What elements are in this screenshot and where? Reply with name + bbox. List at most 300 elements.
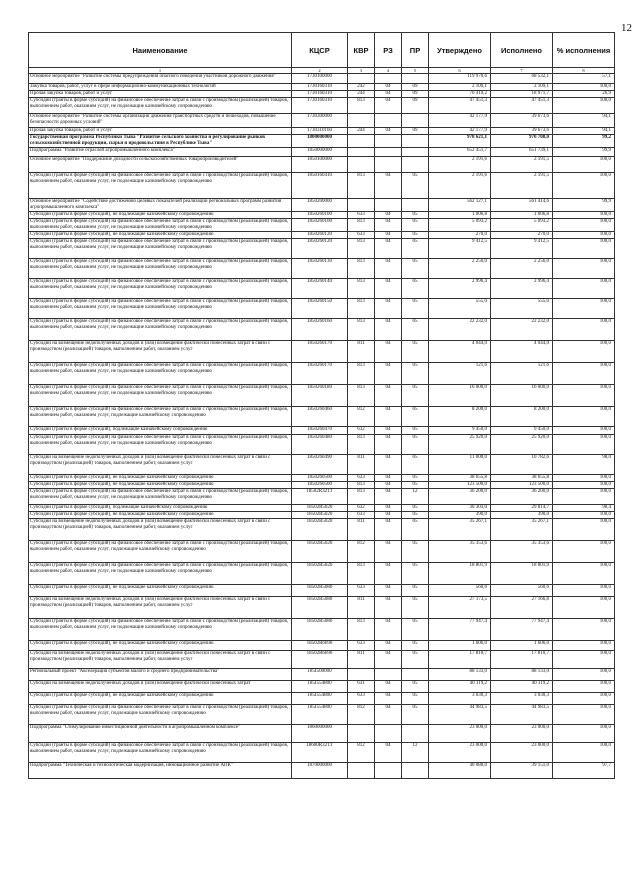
row-name: Субсидии на возмещение недополученных доходов и (или) возмещение фактически понесенных затрат в связи с производством (реализацией) товаров, выполнением работ, оказанием услуг [29, 519, 292, 541]
row-kvr: 812 [348, 705, 375, 725]
row-percent: 100,0 [553, 279, 615, 299]
row-name: Субсидии (гранты в форме субсидий) на финансовое обеспечение затрат в связи с производством (реализацией) товаров, выполнением работ, оказанием услуг, подлежащие казначейскому сопровождению [29, 407, 292, 427]
row-executed: 5 093,2 [491, 219, 553, 232]
row-name: Субсидии (гранты в форме субсидий) на финансовое обеспечение затрат в связи с производством (реализацией) товаров, выполнением работ, оказанием услуг, не подлежащие казначейскому сопровождению [29, 435, 292, 455]
row-pr: 05 [402, 455, 429, 475]
table-row [29, 239, 615, 259]
row-approved: 555,0 [429, 299, 491, 319]
table-row [29, 385, 615, 407]
table-row [29, 259, 615, 279]
row-code: 1730160310 [292, 84, 348, 91]
row-executed: 18 801,9 [491, 563, 553, 585]
row-rz: 04 [375, 219, 402, 232]
row-code: 1850260500 [292, 482, 348, 489]
row-rz: 04 [375, 239, 402, 259]
row-kvr: 242 [348, 84, 375, 91]
row-kvr: 632 [348, 427, 375, 435]
row-pr: 05 [402, 651, 429, 669]
row-kvr: 633 [348, 641, 375, 651]
row-approved: 560,6 [429, 585, 491, 597]
table-row [29, 489, 615, 505]
row-approved: 36 200,0 [429, 489, 491, 505]
row-approved: 23 000,0 [429, 725, 491, 743]
row-percent: 100,0 [553, 239, 615, 259]
row-rz: 04 [375, 489, 402, 505]
row-rz: 04 [375, 475, 402, 482]
row-percent: 100,0 [553, 597, 615, 619]
row-approved: 270,0 [429, 232, 491, 239]
row-name: Субсидии (гранты в форме субсидий), не подлежащие казначейскому сопровождению [29, 482, 292, 489]
row-rz: 04 [375, 512, 402, 519]
table-row [29, 299, 615, 319]
row-rz: 04 [375, 435, 402, 455]
row-executed: 18 971,7 [491, 91, 553, 98]
row-executed: 23 000,0 [491, 743, 553, 763]
row-rz: 04 [375, 385, 402, 407]
row-pr: 05 [402, 435, 429, 455]
row-code: 1730300000 [292, 114, 348, 128]
row-rz [375, 725, 402, 743]
row-kvr [348, 114, 375, 128]
row-rz: 04 [375, 563, 402, 585]
row-pr: 05 [402, 363, 429, 385]
row-percent: 100,0 [553, 619, 615, 641]
row-code: 1850000000 [292, 148, 348, 157]
row-code: 18502R321T [292, 489, 348, 505]
column-index: 1 [29, 68, 292, 74]
row-code: 1850100000 [292, 157, 348, 173]
table-row [29, 475, 615, 482]
row-name: Региональный проект "Акселерация субъектов малого и среднего предпринимательства" [29, 669, 292, 681]
row-percent: 100,0 [553, 407, 615, 427]
row-name: Закупка товаров, работ, услуг в сфере информационно-коммуникационных технологий [29, 84, 292, 91]
page-number: 12 [621, 22, 632, 34]
row-rz: 04 [375, 319, 402, 341]
row-percent: 94,1 [553, 128, 615, 135]
row-name: Подпрограмма "Стимулирование инвестиционной деятельности в агропромышленном комплексе" [29, 725, 292, 743]
table-row [29, 505, 615, 512]
row-name: Субсидии на возмещение недополученных доходов и (или) возмещение фактически понесенных затрат в связи с производством (реализацией) товаров, выполнением работ, оказанием услуг [29, 597, 292, 619]
row-executed: 270,0 [491, 232, 553, 239]
row-rz: 04 [375, 279, 402, 299]
table-row [29, 763, 615, 779]
row-approved: 88 133,0 [429, 669, 491, 681]
row-rz [375, 669, 402, 681]
row-kvr: 813 [348, 489, 375, 505]
row-kvr: 812 [348, 407, 375, 427]
row-pr [402, 148, 429, 157]
row-code: 1850260160 [292, 319, 348, 341]
row-rz: 04 [375, 585, 402, 597]
row-rz: 04 [375, 541, 402, 563]
row-percent: 100,0 [553, 232, 615, 239]
table-row [29, 455, 615, 475]
row-approved: 77 947,4 [429, 619, 491, 641]
row-approved: 40 080,0 [429, 763, 491, 779]
row-approved: 123 500,0 [429, 482, 491, 489]
row-code: 1850200000 [292, 199, 348, 212]
row-approved: 40 119,2 [429, 681, 491, 693]
row-name: Субсидии (гранты в форме субсидий), не подлежащие казначейскому сопровождению [29, 641, 292, 651]
row-executed: 38 655,8 [491, 475, 553, 482]
row-percent: 100,0 [553, 319, 615, 341]
row-rz [375, 148, 402, 157]
row-percent: 57,1 [553, 74, 615, 84]
row-rz: 04 [375, 641, 402, 651]
row-name: Субсидии (гранты в форме субсидий) на финансовое обеспечение затрат в связи с производством (реализацией) товаров, выполнением работ, оказанием услуг, подлежащие казначейскому сопровождению [29, 743, 292, 763]
row-pr [402, 135, 429, 148]
header-pr: ПР [402, 33, 429, 68]
row-rz: 04 [375, 407, 402, 427]
table-row [29, 669, 615, 681]
row-pr: 09 [402, 91, 429, 98]
row-code: 1850260500 [292, 475, 348, 482]
row-executed: 88 133,0 [491, 669, 553, 681]
row-percent: 100,0 [553, 427, 615, 435]
row-name: Субсидии (гранты в форме субсидий) на финансовое обеспечение затрат в связи с производством (реализацией) товаров, выполнением работ, оказанием услуг, подлежащие казначейскому сопровождению [29, 705, 292, 725]
row-executed: 39 673,6 [491, 128, 553, 135]
row-name: Субсидии (гранты в форме субсидий) на финансовое обеспечение затрат в связи с производством (реализацией) товаров, выполнением работ, оказанием услуг, подлежащие казначейскому сопровождению [29, 541, 292, 563]
table-header-row [29, 33, 615, 68]
row-rz: 04 [375, 299, 402, 319]
table-row [29, 157, 615, 173]
row-kvr [348, 763, 375, 779]
row-kvr: 633 [348, 475, 375, 482]
row-kvr: 633 [348, 585, 375, 597]
row-approved: 8 200,0 [429, 407, 491, 427]
row-rz: 04 [375, 427, 402, 435]
row-approved: 9 450,0 [429, 427, 491, 435]
row-pr: 05 [402, 219, 429, 232]
row-pr: 05 [402, 212, 429, 219]
row-code: 1730310160 [292, 128, 348, 135]
row-pr: 05 [402, 563, 429, 585]
table-row [29, 693, 615, 705]
row-pr [402, 763, 429, 779]
row-executed: 4 044,0 [491, 341, 553, 363]
row-pr: 05 [402, 693, 429, 705]
row-name: Субсидии (гранты в форме субсидий) на финансовое обеспечение затрат в связи с производством (реализацией) товаров, выполнением работ, оказанием услуг, не подлежащие казначейскому сопровождению [29, 279, 292, 299]
row-code: 18502R5080 [292, 585, 348, 597]
table-row [29, 128, 615, 135]
row-percent: 100,0 [553, 725, 615, 743]
row-name: Основное мероприятие "Развитие системы предупреждения опасного поведения участников дорожного движения" [29, 74, 292, 84]
row-approved: 1 006,8 [429, 212, 491, 219]
header-executed: Исполнено [491, 33, 553, 68]
table-row [29, 341, 615, 363]
row-pr: 09 [402, 98, 429, 114]
row-executed: 36 200,0 [491, 489, 553, 505]
row-name: Субсидии на возмещение недополученных доходов и (или) возмещение фактически понесенных затрат [29, 681, 292, 693]
table-row [29, 279, 615, 299]
row-code: 1800000000 [292, 135, 348, 148]
row-pr: 05 [402, 299, 429, 319]
row-kvr [348, 74, 375, 84]
row-kvr [348, 135, 375, 148]
table-row [29, 725, 615, 743]
row-pr: 05 [402, 239, 429, 259]
table-row [29, 705, 615, 725]
row-rz: 04 [375, 505, 402, 512]
row-percent: 100,0 [553, 475, 615, 482]
row-code: 18502R5080 [292, 619, 348, 641]
table-row [29, 563, 615, 585]
row-pr: 05 [402, 319, 429, 341]
row-kvr [348, 157, 375, 173]
row-pr: 05 [402, 232, 429, 239]
row-pr: 05 [402, 541, 429, 563]
column-index: 8 [553, 68, 615, 74]
row-approved: 23 000,0 [429, 743, 491, 763]
row-code: 18502R5020 [292, 563, 348, 585]
row-name: Прочая закупка товаров, работ и услуг [29, 91, 292, 98]
row-kvr: 813 [348, 482, 375, 489]
row-rz: 04 [375, 455, 402, 475]
row-name: Субсидии (гранты в форме субсидий) на финансовое обеспечение затрат в связи с производством (реализацией) товаров, выполнением работ, оказанием услуг, не подлежащие казначейскому сопровождению [29, 259, 292, 279]
column-index: 7 [491, 68, 553, 74]
row-executed: 27 166,8 [491, 597, 553, 619]
row-pr: 12 [402, 489, 429, 505]
row-rz: 04 [375, 173, 402, 199]
row-executed: 68 532,1 [491, 74, 553, 84]
row-name: Субсидии (гранты в форме субсидий) на финансовое обеспечение затрат в связи с производством (реализацией) товаров, выполнением работ, оказанием услуг, не подлежащие казначейскому сопровождению [29, 98, 292, 114]
row-executed: 17 810,7 [491, 651, 553, 669]
row-percent: 100,0 [553, 743, 615, 763]
row-executed: 1 606,0 [491, 641, 553, 651]
table-row [29, 541, 615, 563]
row-code: 18502R5020 [292, 541, 348, 563]
row-kvr: 633 [348, 693, 375, 705]
row-kvr: 813 [348, 363, 375, 385]
table-row [29, 319, 615, 341]
row-kvr: 811 [348, 597, 375, 619]
row-rz [375, 157, 402, 173]
row-percent: 100,0 [553, 482, 615, 489]
row-pr: 09 [402, 84, 429, 91]
row-approved: 1 606,0 [429, 641, 491, 651]
row-executed: 10 782,6 [491, 455, 553, 475]
header-rz: РЗ [375, 33, 402, 68]
row-percent: 100,0 [553, 705, 615, 725]
row-kvr [348, 148, 375, 157]
row-name: Субсидии (гранты в форме субсидий), не подлежащие казначейскому сопровождению [29, 585, 292, 597]
table-row [29, 148, 615, 157]
row-kvr: 631 [348, 681, 375, 693]
row-code: 185I554800 [292, 693, 348, 705]
table-row [29, 597, 615, 619]
row-percent: 26,9 [553, 91, 615, 98]
row-approved: 44 983,5 [429, 705, 491, 725]
row-percent: 100,0 [553, 435, 615, 455]
row-executed: 77 947,4 [491, 619, 553, 641]
table-row [29, 135, 615, 148]
column-index: 2 [292, 68, 348, 74]
row-rz: 04 [375, 519, 402, 541]
table-row [29, 173, 615, 199]
row-approved: 11 000,0 [429, 455, 491, 475]
row-approved: 42 177,9 [429, 128, 491, 135]
row-approved: 22 232,0 [429, 319, 491, 341]
row-pr: 05 [402, 475, 429, 482]
row-pr: 05 [402, 597, 429, 619]
row-pr: 09 [402, 128, 429, 135]
row-pr [402, 114, 429, 128]
row-code: 1850260180 [292, 385, 348, 407]
row-pr: 05 [402, 482, 429, 489]
table-row [29, 84, 615, 91]
row-name: Субсидии (гранты в форме субсидий), подлежащие казначейскому сопровождению [29, 505, 292, 512]
row-percent: 100,0 [553, 563, 615, 585]
row-approved: 652 451,7 [429, 148, 491, 157]
row-pr: 12 [402, 743, 429, 763]
row-kvr: 813 [348, 563, 375, 585]
row-code: 1860000000 [292, 725, 348, 743]
table-row [29, 98, 615, 114]
row-percent: 100,0 [553, 173, 615, 199]
table-row [29, 232, 615, 239]
row-executed: 9 450,0 [491, 427, 553, 435]
row-rz: 04 [375, 232, 402, 239]
row-code: 185I554800 [292, 681, 348, 693]
row-code: 18502R6690 [292, 651, 348, 669]
row-name: Субсидии (гранты в форме субсидий) на финансовое обеспечение затрат в связи с производством (реализацией) товаров, выполнением работ, оказанием услуг, не подлежащие казначейскому сопровождению [29, 219, 292, 232]
row-percent: 100,0 [553, 341, 615, 363]
row-name: Субсидии на возмещение недополученных доходов и (или) возмещение фактически понесенных затрат в связи с производством (реализацией) товаров, выполнением работ, оказанием услуг [29, 341, 292, 363]
row-executed: 40 119,2 [491, 681, 553, 693]
row-executed: 25 920,0 [491, 435, 553, 455]
header-name: Наименование [29, 33, 292, 68]
row-percent: 100,0 [553, 489, 615, 505]
row-code: 1850260120 [292, 232, 348, 239]
header-kvr: КВР [348, 33, 375, 68]
row-approved: 3 030,3 [429, 693, 491, 705]
row-approved: 16 000,0 [429, 385, 491, 407]
row-executed: 560,6 [491, 585, 553, 597]
row-percent: 100,0 [553, 585, 615, 597]
row-code: 1850260140 [292, 279, 348, 299]
table-row [29, 482, 615, 489]
row-approved: 119 970,6 [429, 74, 491, 84]
row-percent: 100,0 [553, 219, 615, 232]
table-row [29, 74, 615, 84]
row-executed: 39 673,6 [491, 114, 553, 128]
table-row [29, 743, 615, 763]
row-percent: 100,0 [553, 669, 615, 681]
row-executed: 651 739,1 [491, 148, 553, 157]
row-name: Прочая закупка товаров, работ и услуг [29, 128, 292, 135]
row-percent: 100,0 [553, 212, 615, 219]
row-kvr [348, 199, 375, 212]
table-row [29, 363, 615, 385]
table-row [29, 219, 615, 232]
row-pr: 05 [402, 279, 429, 299]
row-rz: 04 [375, 341, 402, 363]
row-kvr: 812 [348, 743, 375, 763]
row-percent: 99,2 [553, 135, 615, 148]
row-percent: 100,0 [553, 363, 615, 385]
row-rz: 04 [375, 84, 402, 91]
row-rz: 04 [375, 681, 402, 693]
row-code: 1730160310 [292, 98, 348, 114]
row-kvr [348, 725, 375, 743]
row-executed: 44 983,5 [491, 705, 553, 725]
row-name: Подпрограмма "Развитие отраслей агропромышленного комплекса" [29, 148, 292, 157]
row-percent: 99,9 [553, 148, 615, 157]
row-pr: 05 [402, 385, 429, 407]
row-approved: 4 044,0 [429, 341, 491, 363]
row-name: Субсидии (гранты в форме субсидий), не подлежащие казначейскому сопровождению [29, 232, 292, 239]
table-row [29, 681, 615, 693]
row-executed: 16 000,0 [491, 385, 553, 407]
row-code: 1850260470 [292, 427, 348, 435]
row-percent: 94,1 [553, 114, 615, 128]
row-name: Основное мероприятие "Развитие системы организации движения транспортных средств и пешеходов, повышение безопасности дорожных условий" [29, 114, 292, 128]
row-pr [402, 157, 429, 173]
row-name: Субсидии (гранты в форме субсидий) на финансовое обеспечение затрат в связи с производством (реализацией) товаров, выполнением работ, оказанием услуг, не подлежащие казначейскому сопровождению [29, 299, 292, 319]
row-kvr: 813 [348, 259, 375, 279]
row-rz: 04 [375, 619, 402, 641]
row-code: 1850260100 [292, 212, 348, 219]
row-name: Субсидии (гранты в форме субсидий) на финансовое обеспечение затрат в связи с производством (реализацией) товаров, выполнением работ, оказанием услуг, не подлежащие казначейскому сопровождению [29, 489, 292, 505]
column-index: 5 [402, 68, 429, 74]
row-rz [375, 763, 402, 779]
table-row [29, 114, 615, 128]
row-rz [375, 74, 402, 84]
row-code: 185I500000 [292, 669, 348, 681]
row-pr: 05 [402, 505, 429, 512]
row-percent: 100,0 [553, 98, 615, 114]
table-row [29, 427, 615, 435]
row-executed: 1 006,8 [491, 212, 553, 219]
row-pr: 05 [402, 341, 429, 363]
row-code: 18600R321T [292, 743, 348, 763]
row-approved: 70 410,2 [429, 91, 491, 98]
row-name: Субсидии (гранты в форме субсидий), не подлежащие казначейскому сопровождению [29, 475, 292, 482]
table-row [29, 199, 615, 212]
row-kvr: 812 [348, 541, 375, 563]
row-code: 1850260120 [292, 239, 348, 259]
row-executed: 29 814,7 [491, 505, 553, 512]
row-executed: 23 000,0 [491, 725, 553, 743]
row-executed: 390,0 [491, 512, 553, 519]
row-approved: 38 655,8 [429, 475, 491, 482]
row-kvr: 813 [348, 219, 375, 232]
row-code: 18502R5080 [292, 597, 348, 619]
row-code: 1850260150 [292, 299, 348, 319]
row-code: 1850260130 [292, 259, 348, 279]
row-approved: 35 353,6 [429, 541, 491, 563]
row-executed: 2 191,5 [491, 157, 553, 173]
row-executed: 9 412,5 [491, 239, 553, 259]
row-rz: 04 [375, 651, 402, 669]
row-approved: 42 177,9 [429, 114, 491, 128]
row-percent: 98,4 [553, 505, 615, 512]
row-code: 1850260460 [292, 407, 348, 427]
row-kvr: 632 [348, 505, 375, 512]
row-executed: 2 996,4 [491, 279, 553, 299]
row-kvr: 244 [348, 91, 375, 98]
row-executed: 2 109,1 [491, 84, 553, 91]
row-executed: 39 151,0 [491, 763, 553, 779]
row-approved: 9 412,5 [429, 239, 491, 259]
row-percent: 100,0 [553, 519, 615, 541]
row-executed: 561 414,6 [491, 199, 553, 212]
row-kvr: 811 [348, 651, 375, 669]
table-row [29, 512, 615, 519]
row-pr: 05 [402, 512, 429, 519]
row-approved: 562 127,1 [429, 199, 491, 212]
row-kvr: 811 [348, 341, 375, 363]
